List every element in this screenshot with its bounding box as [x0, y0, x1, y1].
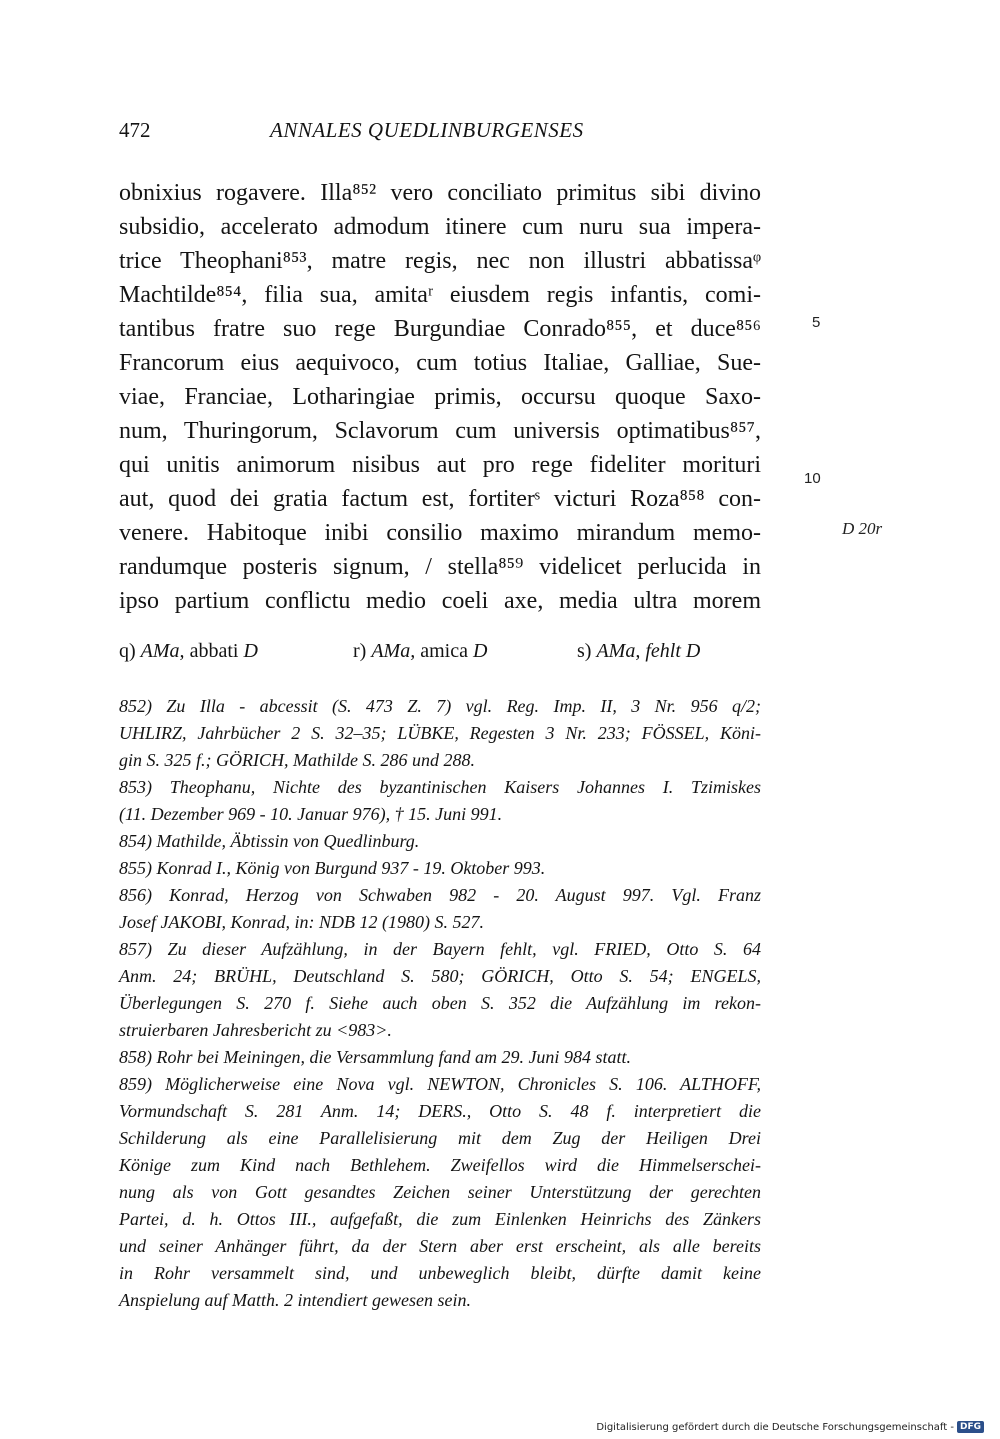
apparatus-source: D — [472, 640, 488, 662]
footnote-line: Josef JAKOBI, Konrad, in: NDB 12 (1980) S. 527. — [119, 912, 484, 932]
apparatus-siglum: q) — [119, 640, 136, 662]
footnote-line: Vormundschaft S. 281 Anm. 14; DERS., Otto S. 48 f. interpretiert die — [119, 1101, 761, 1121]
main-text-line: venere. Habitoque inibi consilio maximo mirandum memo- — [119, 520, 761, 546]
apparatus-reading: abbati — [189, 640, 239, 662]
main-text-line: subsidio, accelerato admodum itinere cum nuru sua impera- — [119, 214, 761, 240]
apparatus-siglum: s) — [577, 640, 592, 662]
main-text-line: qui unitis animorum nisibus aut pro rege fideliter morituri — [119, 452, 761, 478]
footnote-line: 856) Konrad, Herzog von Schwaben 982 - 20. August 997. Vgl. Franz — [119, 885, 761, 905]
main-text-line: randumque posteris signum, / stella⁸⁵⁹ videlicet perlucida in — [119, 554, 761, 580]
footnote-line: nung als von Gott gesandtes Zeichen seiner Unterstützung der gerechten — [119, 1182, 761, 1202]
footnote-line: 858) Rohr bei Meiningen, die Versammlung fand am 29. Juni 984 statt. — [119, 1047, 631, 1067]
page-number: 472 — [119, 118, 151, 142]
dfg-logo-icon: DFG — [957, 1421, 984, 1433]
footnote-line: 854) Mathilde, Äbtissin von Quedlinburg. — [119, 831, 420, 851]
footnote-line: Könige zum Kind nach Bethlehem. Zweifellos wird die Himmelserschei- — [119, 1155, 761, 1175]
main-text — [119, 176, 761, 618]
footnote-line: struierbaren Jahresbericht zu <983>. — [119, 1020, 392, 1040]
main-text-line: obnixius rogavere. Illa⁸⁵² vero conciliato primitus sibi divino — [119, 180, 761, 206]
main-text-line: trice Theophani⁸⁵³, matre regis, nec non illustri abbatissaᵠ — [119, 248, 761, 274]
main-text-line: Francorum eius aequivoco, cum totius Italiae, Galliae, Sue- — [119, 350, 761, 376]
main-text-line: ipso partium conflictu medio coeli axe, media ultra morem — [119, 588, 761, 614]
footnote-line: 857) Zu dieser Aufzählung, in der Bayern fehlt, vgl. FRIED, Otto S. 64 — [119, 939, 761, 959]
apparatus-siglum: r) — [353, 640, 367, 662]
apparatus-witness: AMa, — [140, 640, 185, 662]
footnote-line: und seiner Anhänger führt, da der Stern aber erst erscheint, als alle bereits — [119, 1236, 761, 1256]
footnote-line: Überlegungen S. 270 f. Siehe auch oben S. 352 die Aufzählung im rekon- — [119, 993, 761, 1013]
footnote-line: (11. Dezember 969 - 10. Januar 976), † 15. Juni 991. — [119, 804, 503, 824]
main-text-line: num, Thuringorum, Sclavorum cum universis optimatibus⁸⁵⁷, — [119, 418, 761, 444]
apparatus-entry-r — [353, 640, 487, 663]
apparatus-reading: fehlt — [645, 640, 681, 662]
footnote-line: in Rohr versammelt sind, und unbeweglich bleibt, dürfte damit keine — [119, 1263, 761, 1283]
page-header — [119, 118, 759, 152]
main-text-line: aut, quod dei gratia factum est, fortiterˢ victuri Roza⁸⁵⁸ con- — [119, 486, 761, 512]
apparatus-source: D — [685, 640, 701, 662]
apparatus-witness: AMa, — [596, 640, 641, 662]
footnote-line: Schilderung als eine Parallelisierung mit dem Zug der Heiligen Drei — [119, 1128, 761, 1148]
critical-apparatus — [119, 640, 761, 670]
apparatus-source: D — [243, 640, 258, 662]
folio-marker: D 20r — [842, 519, 883, 538]
footnote-line: 853) Theophanu, Nichte des byzantinischen Kaisers Johannes I. Tzimiskes — [119, 777, 761, 797]
footnote-line: Anm. 24; BRÜHL, Deutschland S. 580; GÖRICH, Otto S. 54; ENGELS, — [119, 966, 761, 986]
apparatus-reading: amica — [420, 640, 468, 662]
footnote-line: 852) Zu Illa - abcessit (S. 473 Z. 7) vgl. Reg. Imp. II, 3 Nr. 956 q/2; — [119, 696, 761, 716]
main-text-line: viae, Franciae, Lotharingiae primis, occursu quoque Saxo- — [119, 384, 761, 410]
footnote-line: UHLIRZ, Jahrbücher 2 S. 32–35; LÜBKE, Regesten 3 Nr. 233; FÖSSEL, Köni- — [119, 723, 761, 743]
footnote-line: Anspielung auf Matth. 2 intendiert gewesen sein. — [119, 1290, 471, 1310]
credit-text: Digitalisierung gefördert durch die Deutsche Forschungsgemeinschaft - — [596, 1421, 954, 1433]
apparatus-entry-s — [577, 640, 700, 663]
main-text-line: Machtilde⁸⁵⁴, filia sua, amitaʳ eiusdem regis infantis, comi- — [119, 282, 761, 308]
apparatus-entry-q — [119, 640, 258, 663]
digitization-credit — [596, 1421, 984, 1433]
apparatus-witness: AMa, — [371, 640, 416, 662]
footnote-line: 855) Konrad I., König von Burgund 937 - 19. Oktober 993. — [119, 858, 546, 878]
footnotes — [119, 693, 761, 1314]
line-number-5: 5 — [812, 314, 821, 331]
running-title: ANNALES QUEDLINBURGENSES — [270, 118, 584, 142]
footnote-line: 859) Möglicherweise eine Nova vgl. NEWTON, Chronicles S. 106. ALTHOFF, — [119, 1074, 761, 1094]
footnote-line: gin S. 325 f.; GÖRICH, Mathilde S. 286 und 288. — [119, 750, 475, 770]
main-text-line: tantibus fratre suo rege Burgundiae Conrado⁸⁵⁵, et duce⁸⁵⁶ — [119, 316, 761, 342]
line-number-10: 10 — [804, 470, 821, 487]
footnote-line: Partei, d. h. Ottos III., aufgefaßt, die zum Einlenken Heinrichs des Zänkers — [119, 1209, 761, 1229]
